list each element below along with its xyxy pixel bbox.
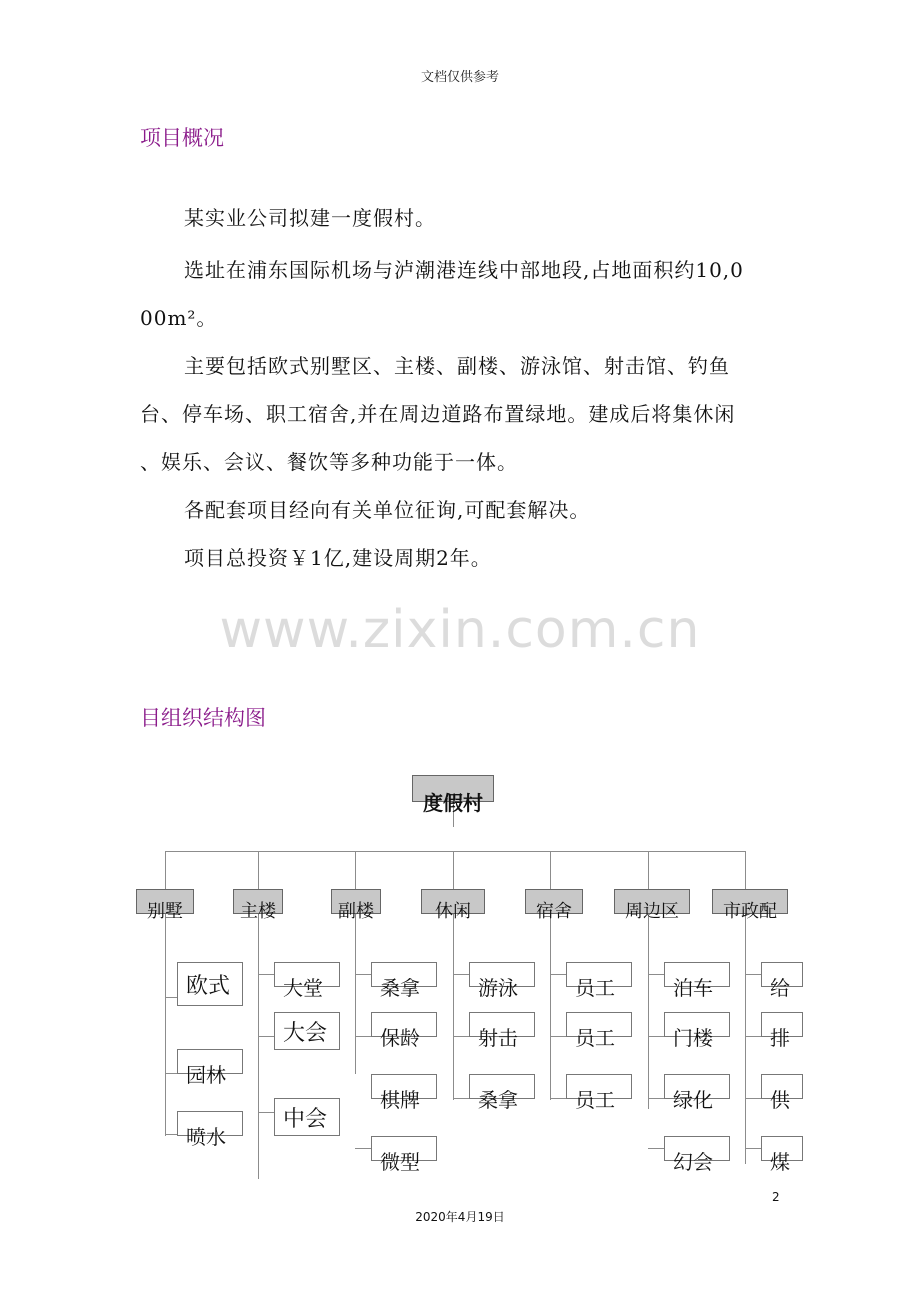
org-branch-annex: 副楼	[331, 889, 381, 914]
watermark: www.zixin.com.cn	[219, 600, 701, 660]
org-leaf-box: 给	[761, 962, 803, 987]
connector-line	[453, 914, 454, 1100]
paragraph-2-line-1: 选址在浦东国际机场与泸潮港连线中部地段,占地面积约10,0	[184, 258, 744, 282]
connector-line	[453, 851, 454, 889]
page-number: 2	[772, 1190, 780, 1204]
connector-line	[648, 974, 664, 975]
paragraph-3-line-3: 、娱乐、会议、餐饮等多种功能于一体。	[140, 450, 518, 474]
connector-line	[648, 1098, 664, 1099]
connector-line	[258, 914, 259, 1179]
connector-line	[745, 914, 746, 1164]
connector-line	[165, 1073, 177, 1074]
connector-line	[165, 1134, 177, 1135]
connector-line	[550, 974, 566, 975]
page-footer-date: 2020年4月19日	[415, 1210, 505, 1224]
org-leaf-box: 游泳	[469, 962, 535, 987]
org-branch-municipal: 市政配	[712, 889, 788, 914]
paragraph-2-line-2: 00m²。	[140, 306, 218, 330]
connector-line	[745, 1098, 761, 1099]
page-header: 文档仅供参考	[420, 70, 499, 85]
connector-line	[550, 851, 551, 889]
org-leaf-box: 供	[761, 1074, 803, 1099]
connector-line	[165, 914, 166, 1136]
connector-line	[258, 851, 259, 889]
connector-line	[355, 1148, 371, 1149]
org-branch-dormitory: 宿舍	[525, 889, 583, 914]
connector-line	[258, 1036, 274, 1037]
org-leaf-box: 中会	[274, 1098, 340, 1136]
connector-line	[745, 1036, 761, 1037]
connector-line	[745, 1148, 761, 1149]
org-leaf-box: 微型	[371, 1136, 437, 1161]
org-branch-leisure: 休闲	[421, 889, 485, 914]
connector-line	[355, 974, 371, 975]
org-branch-main-building: 主楼	[233, 889, 283, 914]
org-leaf-box: 泊车	[664, 962, 730, 987]
org-leaf-box: 门楼	[664, 1012, 730, 1037]
paragraph-4: 各配套项目经向有关单位征询,可配套解决。	[184, 498, 591, 522]
org-leaf-box: 幻会	[664, 1136, 730, 1161]
connector-line	[648, 851, 649, 889]
org-leaf-box: 员工	[566, 1012, 632, 1037]
org-leaf-box: 桑拿	[371, 962, 437, 987]
connector-line	[355, 1036, 371, 1037]
connector-line	[355, 851, 356, 889]
section-heading-overview: 项目概况	[140, 126, 224, 150]
paragraph-1: 某实业公司拟建一度假村。	[184, 206, 436, 230]
org-leaf-box: 园林	[177, 1049, 243, 1074]
connector-line	[648, 1036, 664, 1037]
org-leaf-box: 员工	[566, 962, 632, 987]
connector-line	[165, 997, 177, 998]
org-leaf-box: 喷水	[177, 1111, 243, 1136]
connector-line	[648, 1148, 664, 1149]
connector-line	[258, 974, 274, 975]
connector-line	[745, 974, 761, 975]
org-leaf-box: 煤	[761, 1136, 803, 1161]
paragraph-3-line-2: 台、停车场、职工宿舍,并在周边道路布置绿地。建成后将集休闲	[140, 402, 736, 426]
connector-line	[745, 851, 746, 889]
connector-line	[355, 914, 356, 1074]
connector-line	[453, 974, 469, 975]
org-leaf-box: 桑拿	[469, 1074, 535, 1099]
paragraph-5: 项目总投资￥1亿,建设周期2年。	[184, 546, 492, 570]
connector-line	[453, 1036, 469, 1037]
org-branch-villa: 别墅	[136, 889, 194, 914]
connector-line	[550, 1036, 566, 1037]
connector-line	[453, 1098, 469, 1099]
paragraph-3-line-1: 主要包括欧式别墅区、主楼、副楼、游泳馆、射击馆、钓鱼	[184, 354, 730, 378]
connector-line	[550, 1098, 566, 1099]
org-leaf-box: 大堂	[274, 962, 340, 987]
connector-line	[258, 1112, 274, 1113]
section-heading-org-chart: 目组织结构图	[140, 706, 266, 730]
org-leaf-box: 绿化	[664, 1074, 730, 1099]
org-leaf-box: 大会	[274, 1012, 340, 1050]
org-leaf-box: 保龄	[371, 1012, 437, 1037]
connector-line	[648, 914, 649, 1109]
org-leaf-box: 欧式	[177, 962, 243, 1006]
org-leaf-box: 排	[761, 1012, 803, 1037]
connector-line	[165, 851, 746, 852]
connector-line	[550, 914, 551, 1100]
org-leaf-box: 棋牌	[371, 1074, 437, 1099]
org-branch-surroundings: 周边区	[614, 889, 690, 914]
org-root-box: 度假村	[412, 775, 494, 802]
org-leaf-box: 员工	[566, 1074, 632, 1099]
connector-line	[165, 851, 166, 889]
org-leaf-box: 射击	[469, 1012, 535, 1037]
